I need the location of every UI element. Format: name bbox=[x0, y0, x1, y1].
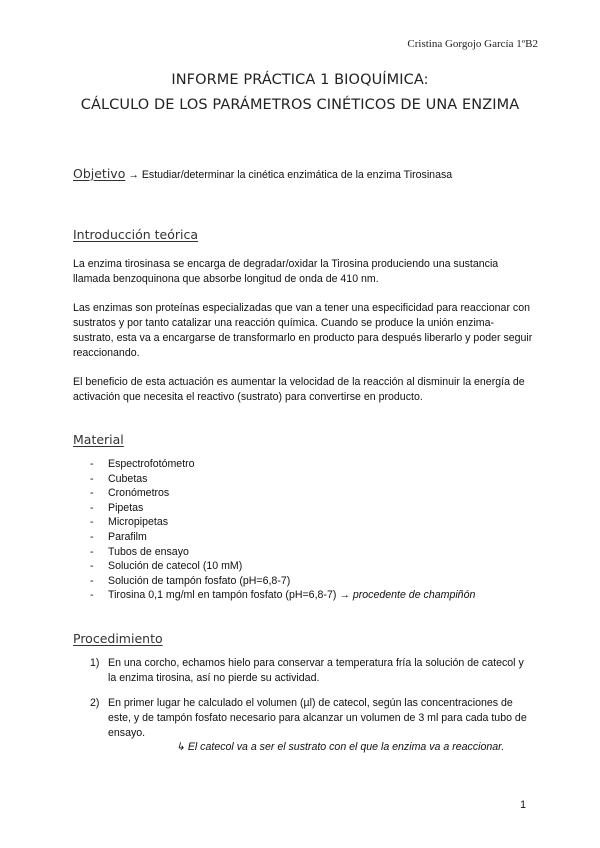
list-item-text: Tubos de ensayo bbox=[108, 545, 189, 558]
author-header: Cristina Gorgojo García 1ºB2 bbox=[407, 38, 538, 50]
procedimiento-heading: Procedimiento bbox=[73, 631, 163, 646]
list-item bbox=[90, 515, 475, 530]
list-item-text: Parafilm bbox=[108, 530, 147, 543]
list-item-note: → procedente de champiñón bbox=[336, 589, 476, 602]
list-item bbox=[90, 545, 475, 560]
bullet-dash: - bbox=[90, 560, 94, 573]
step-number: 2) bbox=[90, 697, 100, 709]
list-item bbox=[90, 574, 475, 589]
bullet-dash: - bbox=[90, 458, 94, 470]
step-number: 1) bbox=[90, 657, 100, 669]
list-item bbox=[90, 486, 475, 501]
procedure-step-1 bbox=[90, 656, 530, 686]
material-list bbox=[90, 457, 475, 603]
bullet-dash: - bbox=[90, 472, 94, 485]
list-item-text: Pipetas bbox=[108, 501, 144, 514]
objetivo-section bbox=[73, 166, 452, 181]
document-title-line-2: CÁLCULO DE LOS PARÁMETROS CINÉTICOS DE UNA ENZIMA bbox=[80, 97, 520, 113]
list-item bbox=[90, 501, 475, 516]
introduccion-heading: Introducción teórica bbox=[73, 227, 199, 242]
list-item-text: Cronómetros bbox=[108, 487, 170, 500]
list-item bbox=[90, 588, 475, 603]
introduccion-paragraph-1: La enzima tirosinasa se encarga de degradar/oxidar la Tirosina produciendo una sustancia llamada benzoquinona que absorbe longitud de onda de 410 nm. bbox=[73, 258, 499, 285]
page-number: 1 bbox=[520, 799, 526, 811]
bullet-dash: - bbox=[90, 545, 94, 558]
objetivo-heading: Objetivo bbox=[73, 166, 126, 181]
step-text: En primer lugar he calculado el volumen (µl) de catecol, según las concentraciones de este, y de tampón fosfato necesario para alcanzar un volumen de 3 ml para cada tubo de ensayo. bbox=[108, 697, 527, 739]
bullet-dash: - bbox=[90, 487, 94, 500]
list-item bbox=[90, 559, 475, 574]
list-item-text: Cubetas bbox=[108, 472, 148, 485]
procedure-sub-note: ↳ El catecol va a ser el sustrato con el que la enzima va a reaccionar. bbox=[176, 741, 505, 753]
list-item-text: Tirosina 0,1 mg/ml en tampón fosfato (pH=6,8-7) bbox=[108, 589, 337, 602]
objetivo-text: → Estudiar/determinar la cinética enzimática de la enzima Tirosinasa bbox=[125, 169, 453, 181]
bullet-dash: - bbox=[90, 516, 94, 529]
document-title-line-1: INFORME PRÁCTICA 1 BIOQUÍMICA: bbox=[171, 72, 429, 88]
bullet-dash: - bbox=[90, 501, 94, 514]
bullet-dash: - bbox=[90, 574, 94, 587]
bullet-dash: - bbox=[90, 589, 94, 602]
list-item bbox=[90, 530, 475, 545]
list-item-text: Solución de catecol (10 mM) bbox=[108, 560, 243, 573]
list-item-text: Espectrofotómetro bbox=[108, 458, 195, 470]
list-item bbox=[90, 457, 475, 472]
step-text: En una corcho, echamos hielo para conservar a temperatura fría la solución de catecol y la enzima tirosina, así no pierde su actividad. bbox=[108, 657, 524, 684]
material-heading: Material bbox=[73, 432, 124, 447]
introduccion-paragraph-3: El beneficio de esta actuación es aumentar la velocidad de la reacción al disminuir la energía de activación que necesita el reactivo (sustrato) para convertirse en producto. bbox=[73, 376, 525, 403]
list-item-text: Micropipetas bbox=[108, 516, 169, 529]
introduccion-paragraph-2: Las enzimas son proteínas especializadas que van a tener una especificidad para reaccionar con sustratos y por tanto catalizar una reacción química. Cuando se produce la unión enzima-sustrato, esta va a encargarse de transformarlo en producto para después liberarlo y poder seguir reaccionando. bbox=[73, 302, 533, 359]
bullet-dash: - bbox=[90, 530, 94, 543]
list-item-text: Solución de tampón fosfato (pH=6,8-7) bbox=[108, 574, 291, 587]
list-item bbox=[90, 472, 475, 487]
procedure-step-2 bbox=[90, 696, 530, 741]
